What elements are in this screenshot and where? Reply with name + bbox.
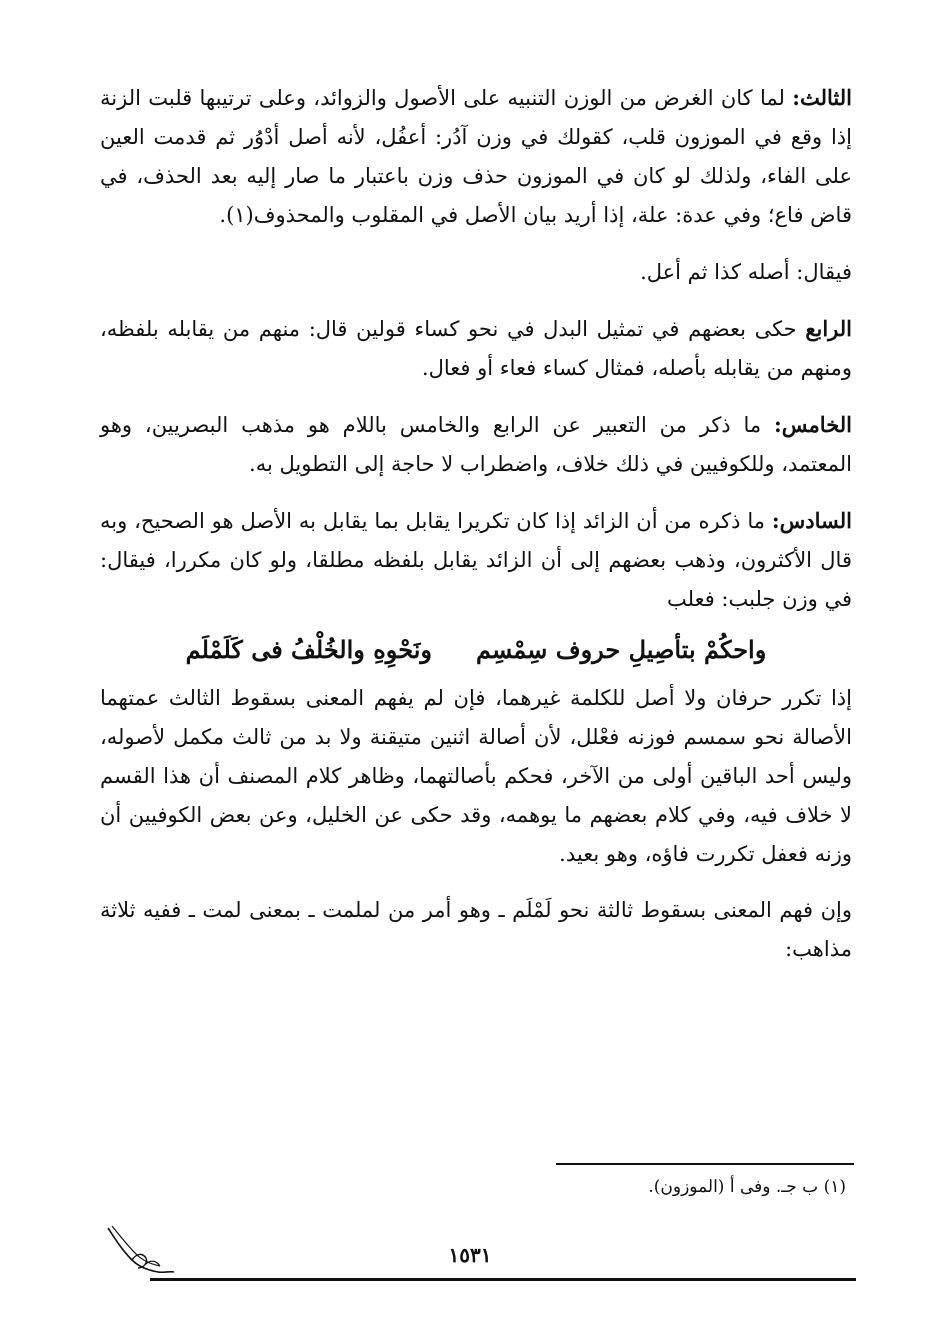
page-number: ١٥٣١ <box>448 1243 492 1267</box>
paragraph-text: إذا تكرر حرفان ولا أصل للكلمة غيرهما، فإن لم يفهم المعنى بسقوط الثالث عمتهما الأصالة نحو سمسم فوزنه فعْلل، لأن أصالة اثنين متيقنة ولا بد من ثالث مكمل لأصوله، وليس أحد الباقين أولى من الآخر، فحكم بأصالتهما، وظاهر كلام المصنف أن هذا القسم لا خلاف فيه، وفي كلام بعضهم ما يوهمه، وقد حكى عن الخليل، وعن بعض الكوفيين أن وزنه فعفل تكررت فاؤه، وهو بعيد. <box>100 686 852 866</box>
paragraph-lamlam <box>100 891 852 969</box>
paragraph-text: ما ذكر من التعبير عن الرابع والخامس باللام هو مذهب البصريين، وهو المعتمد، وللكوفيين في ذلك خلاف، واضطراب لا حاجة إلى التطويل به. <box>100 413 852 476</box>
paragraph-then-said <box>100 252 852 292</box>
paragraph-text: وإن فهم المعنى بسقوط ثالثة نحو لَمْلَم ـ وهو أمر من لملمت ـ بمعنى لمت ـ ففيه ثلاثة مذاهب: <box>100 898 852 961</box>
paragraph-sixth <box>100 501 852 619</box>
paragraph-lead: الثالث: <box>792 85 852 110</box>
footnote: (١) ب جـ. وفى أ (الموزون). <box>648 1177 846 1197</box>
verse-right-hemistich: واحكُمْ بتأصِيلِ حروف سِمْسِم <box>475 635 767 664</box>
paragraph-lead: الخامس: <box>774 412 852 437</box>
paragraph-text: ما ذكره من أن الزائد إذا كان تكريرا يقابل بما يقابل به الأصل هو الصحيح، وبه قال الأكثرون، وذهب بعضهم إلى أن الزائد يقابل بلفظه مطلقا، ولو كان مكررا، فيقال: في وزن جلبب: فعلب <box>100 509 852 611</box>
paragraph-fourth <box>100 309 852 388</box>
paragraph-text: لما كان الغرض من الوزن التنبيه على الأصول والزوائد، وعلى ترتيبها قلبت الزنة إذا وقع في الموزون قلب، كقولك في وزن آدُر: أعفُل، لأنه أصل أدْوُر ثم قدمت العين على الفاء، ولذلك لو كان في الموزون حذف وزن باعتبار ما صار إليه بعد الحذف، في قاض فاع؛ وفي عدة: علة، إذا أريد بيان الأصل في المقلوب والمحذوف(١). <box>100 86 852 227</box>
paragraph-text: فيقال: أصله كذا ثم أعل. <box>640 260 852 284</box>
page-body <box>100 78 852 986</box>
paragraph-lead: الرابع <box>805 316 852 341</box>
paragraph-lead: السادس: <box>771 508 852 533</box>
paragraph-repetition <box>100 679 852 874</box>
paragraph-fifth <box>100 405 852 484</box>
paragraph-third <box>100 78 852 235</box>
bottom-rule <box>150 1278 856 1281</box>
verse-left-hemistich: ونَحْوِهِ والخُلْفُ فى كَلَمْلَم <box>185 635 432 664</box>
publisher-mark-icon <box>102 1220 176 1280</box>
paragraph-text: حكى بعضهم في تمثيل البدل في نحو كساء قولين قال: منهم من يقابله بلفظه، ومنهم من يقابله بأصله، فمثال كساء فعاء أو فعال. <box>100 317 852 380</box>
footnote-rule <box>556 1163 854 1165</box>
verse-line <box>100 627 852 673</box>
